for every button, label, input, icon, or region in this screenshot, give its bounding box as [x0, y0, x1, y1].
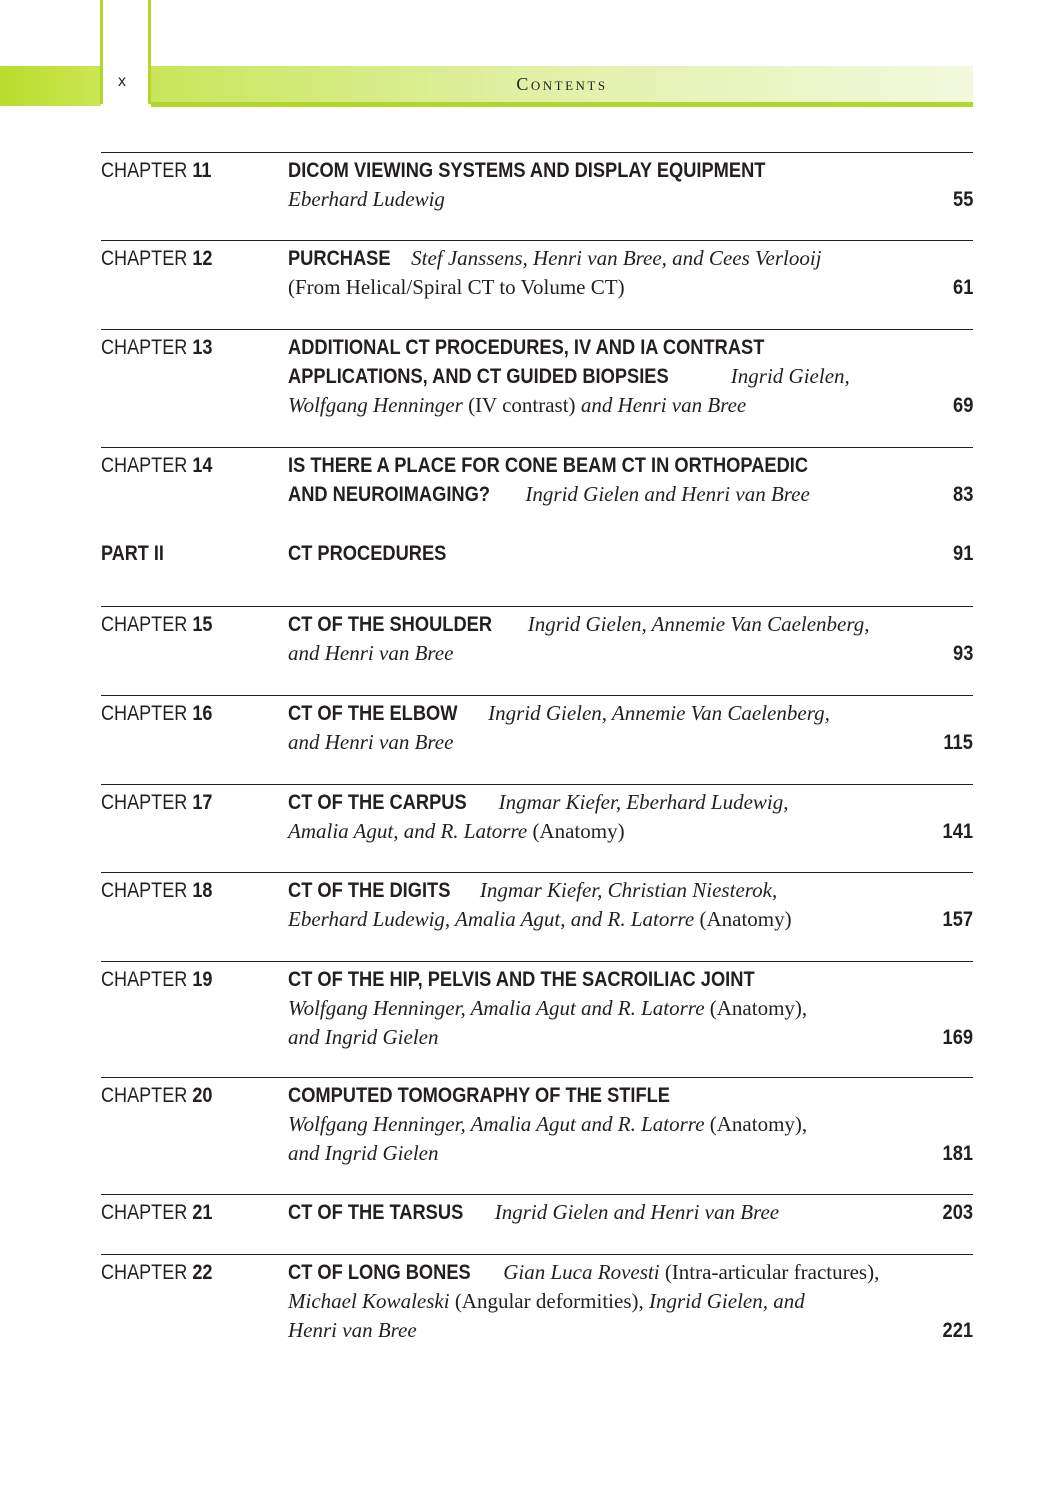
entry-text: [288, 876, 928, 934]
chapter-number: 18: [192, 879, 213, 902]
author-names: Wolfgang Henninger, Amalia Agut and R. Latorre: [288, 996, 705, 1020]
entry-line: [288, 876, 928, 905]
entry-line: [288, 1139, 928, 1168]
entry-line: [288, 1081, 928, 1110]
author-names: Stef Janssens, Henri van Bree, and Cees Verlooij: [405, 246, 822, 270]
author-names: and Ingrid Gielen: [288, 1141, 439, 1165]
toc-entry: [101, 1077, 973, 1194]
page-number-ref: 61: [952, 276, 973, 299]
page-number-ref: 91: [952, 542, 973, 565]
entry-line: [288, 156, 928, 185]
label-word: CHAPTER: [101, 1201, 188, 1224]
page-number-ref: 115: [943, 731, 973, 754]
entry-text: [288, 244, 928, 302]
chapter-label: [101, 965, 212, 994]
entry-text: [288, 451, 928, 509]
page-number-ref: 69: [952, 394, 973, 417]
running-head: Contents: [516, 74, 608, 94]
chapter-title: IS THERE A PLACE FOR CONE BEAM CT IN ORTHOPAEDIC: [288, 454, 809, 477]
note-text: (Anatomy): [694, 907, 792, 931]
label-word: CHAPTER: [101, 159, 188, 182]
label-word: CHAPTER: [101, 1084, 188, 1107]
chapter-number: 11: [192, 159, 212, 182]
entry-text: [288, 699, 928, 757]
entry-text: [288, 1258, 928, 1345]
chapter-label: [101, 876, 212, 905]
entry-line: [288, 362, 928, 391]
label-word: CHAPTER: [101, 1261, 188, 1284]
note-text: (Anatomy),: [704, 1112, 808, 1136]
entry-line: [288, 817, 928, 846]
page-number-ref: 181: [942, 1142, 973, 1165]
page-number-ref: 55: [952, 188, 973, 211]
entry-text: [288, 610, 928, 668]
entry-line: [288, 639, 928, 668]
entry-line: [288, 965, 928, 994]
entry-line: [288, 610, 928, 639]
entry-line: [288, 333, 928, 362]
label-word: CHAPTER: [101, 879, 188, 902]
page-number-ref: 203: [942, 1201, 973, 1224]
chapter-label: [101, 1198, 212, 1227]
entry-line: [288, 788, 928, 817]
chapter-label: [101, 699, 212, 728]
page-number-ref: 221: [942, 1319, 973, 1342]
toc-entry: [101, 961, 973, 1077]
chapter-title: COMPUTED TOMOGRAPHY OF THE STIFLE: [288, 1084, 670, 1107]
chapter-number: 19: [192, 968, 213, 991]
entry-line: [288, 539, 928, 568]
entry-line: [288, 1198, 928, 1227]
author-names: and Henri van Bree: [580, 393, 747, 417]
entry-text: [288, 1198, 928, 1227]
chapter-title: CT OF THE HIP, PELVIS AND THE SACROILIAC JOINT: [288, 968, 755, 991]
chapter-label: [101, 1258, 212, 1287]
toc-entry: [101, 152, 973, 240]
chapter-label: [101, 610, 212, 639]
note-text: (From Helical/Spiral CT to Volume CT): [288, 275, 625, 299]
chapter-number: 22: [192, 1261, 213, 1284]
toc-entry: [101, 447, 973, 536]
page-number: x: [118, 73, 126, 90]
entry-line: [288, 905, 928, 934]
author-names: Ingmar Kiefer, Christian Niesterok,: [474, 878, 778, 902]
chapter-number: 15: [192, 613, 213, 636]
header-band-left: [0, 66, 101, 106]
page-number-ref: 169: [942, 1026, 973, 1049]
entry-text: [288, 965, 928, 1052]
toc-entry: [101, 329, 973, 447]
entry-text: [288, 1081, 928, 1168]
chapter-label: [101, 788, 212, 817]
author-names: Eberhard Ludewig, Amalia Agut, and R. Latorre: [288, 907, 695, 931]
entry-text: [288, 539, 928, 568]
author-names: and Henri van Bree: [288, 730, 454, 754]
chapter-title: CT OF THE CARPUS: [288, 791, 467, 814]
chapter-number: 21: [192, 1201, 213, 1224]
note-text: (Anatomy): [527, 819, 625, 843]
chapter-label: [101, 156, 211, 185]
toc-entry: [101, 1254, 973, 1374]
chapter-title: CT OF THE SHOULDER: [288, 613, 493, 636]
chapter-title: CT PROCEDURES: [288, 542, 447, 565]
label-word: CHAPTER: [101, 247, 188, 270]
page-number-ref: 83: [952, 483, 973, 506]
chapter-number: 16: [192, 702, 213, 725]
chapter-number: 13: [192, 336, 213, 359]
entry-text: [288, 333, 928, 420]
label-word: CHAPTER: [101, 791, 188, 814]
author-names: Ingrid Gielen, Annemie Van Caelenberg,: [482, 701, 830, 725]
margin-rule-left: [100, 0, 103, 104]
entry-line: [288, 480, 928, 509]
author-names: Ingrid Gielen, Annemie Van Caelenberg,: [522, 612, 870, 636]
chapter-title: AND NEUROIMAGING?: [288, 483, 490, 506]
label-word: CHAPTER: [101, 968, 188, 991]
chapter-title: APPLICATIONS, AND CT GUIDED BIOPSIES: [288, 365, 669, 388]
chapter-title: CT OF LONG BONES: [288, 1261, 471, 1284]
label-word: CHAPTER: [101, 454, 188, 477]
toc-part-entry: [101, 536, 973, 606]
toc-entry: [101, 872, 973, 961]
author-names: Ingrid Gielen and Henri van Bree: [520, 482, 810, 506]
table-of-contents: [101, 152, 973, 1374]
chapter-label: [101, 244, 212, 273]
entry-line: [288, 451, 928, 480]
chapter-label: [101, 333, 212, 362]
toc-entry: [101, 1194, 973, 1254]
author-names: Wolfgang Henninger, Amalia Agut and R. Latorre: [288, 1112, 705, 1136]
chapter-title: CT OF THE TARSUS: [288, 1201, 464, 1224]
author-names: Ingrid Gielen and Henri van Bree: [489, 1200, 780, 1224]
toc-entry: [101, 784, 973, 872]
chapter-title: ADDITIONAL CT PROCEDURES, IV AND IA CONTRAST: [288, 336, 765, 359]
chapter-number: 14: [192, 454, 213, 477]
chapter-label: [101, 1081, 212, 1110]
entry-line: [288, 273, 928, 302]
author-names: Wolfgang Henninger: [288, 393, 463, 417]
author-names: and Henri van Bree: [288, 641, 454, 665]
entry-line: [288, 244, 928, 273]
toc-entry: [101, 240, 973, 329]
author-names: Amalia Agut, and R. Latorre: [288, 819, 528, 843]
chapter-number: 17: [192, 791, 213, 814]
entry-text: [288, 156, 928, 214]
note-text: (Anatomy),: [704, 996, 808, 1020]
entry-line: [288, 391, 928, 420]
label-word: CHAPTER: [101, 702, 188, 725]
note-text: (IV contrast): [462, 393, 581, 417]
page-number-ref: 93: [952, 642, 973, 665]
entry-line: [288, 1287, 928, 1316]
author-names: Ingmar Kiefer, Eberhard Ludewig,: [493, 790, 789, 814]
author-names: Michael Kowaleski: [288, 1289, 450, 1313]
author-names: Eberhard Ludewig: [288, 187, 445, 211]
note-text: (Angular deformities),: [449, 1289, 650, 1313]
entry-line: [288, 699, 928, 728]
chapter-number: 12: [192, 247, 213, 270]
entry-line: [288, 1110, 928, 1139]
page-number-ref: 141: [942, 820, 973, 843]
author-names: and Ingrid Gielen: [288, 1025, 439, 1049]
entry-line: [288, 728, 928, 757]
entry-line: [288, 994, 928, 1023]
chapter-title: DICOM VIEWING SYSTEMS AND DISPLAY EQUIPMENT: [288, 159, 766, 182]
chapter-title: PURCHASE: [288, 247, 391, 270]
toc-entry: [101, 606, 973, 695]
author-names: Ingrid Gielen, and: [649, 1289, 805, 1313]
chapter-number: 20: [192, 1084, 213, 1107]
entry-line: [288, 1258, 928, 1287]
label-word: CHAPTER: [101, 613, 188, 636]
entry-line: [288, 1023, 928, 1052]
chapter-title: CT OF THE ELBOW: [288, 702, 458, 725]
label-word: PART II: [101, 542, 164, 565]
author-names: Henri van Bree: [288, 1318, 417, 1342]
note-text: (Intra-articular fractures),: [659, 1260, 880, 1284]
chapter-label: [101, 451, 212, 480]
entry-line: [288, 185, 928, 214]
entry-line: [288, 1316, 928, 1345]
author-names: Ingrid Gielen,: [725, 364, 850, 388]
toc-entry: [101, 695, 973, 784]
page-number-ref: 157: [942, 908, 973, 931]
label-word: CHAPTER: [101, 336, 188, 359]
entry-text: [288, 788, 928, 846]
chapter-title: CT OF THE DIGITS: [288, 879, 451, 902]
author-names: Gian Luca Rovesti: [498, 1260, 660, 1284]
part-label: [101, 539, 164, 568]
